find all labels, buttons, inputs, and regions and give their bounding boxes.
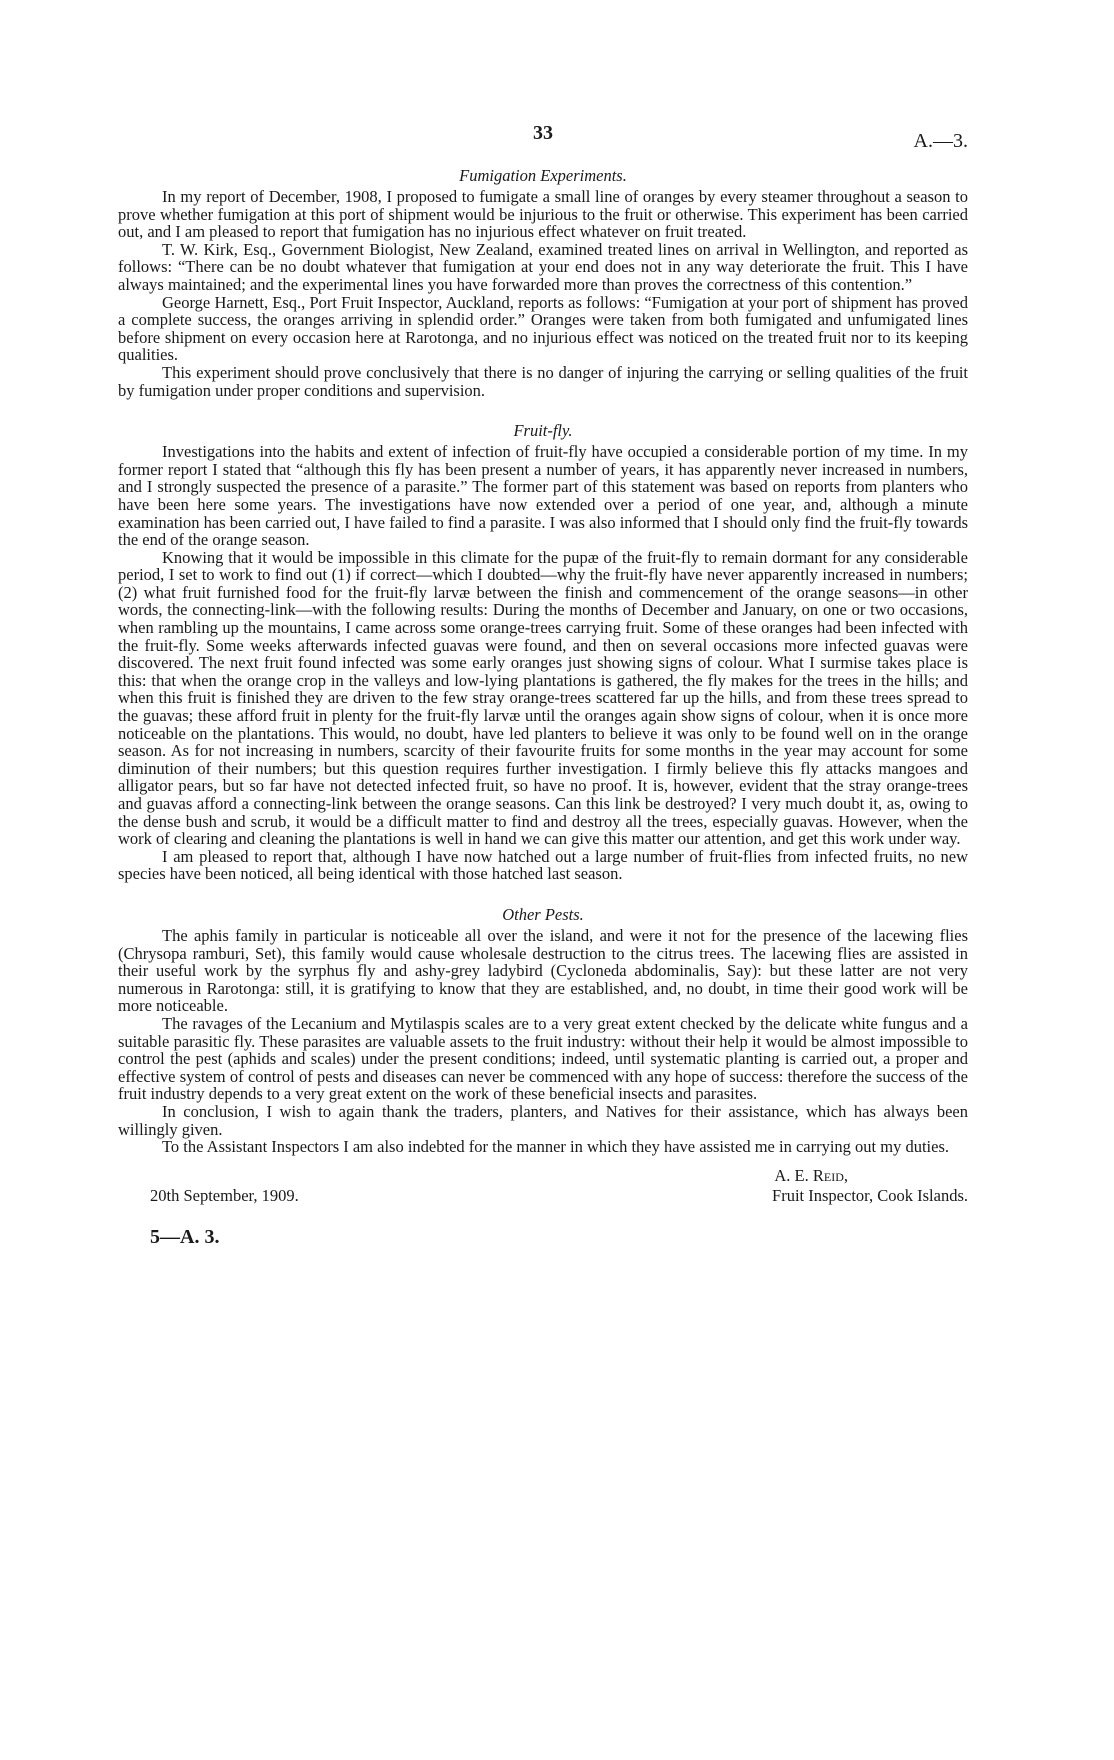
page-number: 33: [533, 122, 553, 144]
paragraph: Knowing that it would be impossible in this climate for the pupæ of the fruit-fly to remain dormant for any considerable period, I set to work to find out (1) if correct—which I doubted—why the fruit-fly have never apparently increased in numbers; (2) what fruit furnished food for the fruit-fly larvæ between the finish and commencement of the orange seasons—in other words, the connecting-link—with the following results: During the months of December and January, on one or two occasions, when rambling up the mountains, I came across some orange-trees carrying fruit. Some of these oranges had been infected with the fruit-fly. Some weeks afterwards infected guavas were found, and then on several occasions more infected guavas were discovered. The next fruit found infected was some early oranges just showing signs of colour. What I surmise takes place is this: that when the orange crop in the valleys and low-lying plantations is gathered, the fly makes for the trees in the hills; and when this fruit is finished they are driven to the few stray orange-trees scattered far up the hills, and from these trees spread to the guavas; these afford fruit in plenty for the fruit-fly larvæ until the oranges again show signs of colour, when it is once more noticeable on the plantations. This would, no doubt, have led planters to believe it was only to be found well on in the orange season. As for not increasing in numbers, scarcity of their favourite fruits for some months in the year may account for some diminution of their numbers; but this question requires further investigation. I firmly believe this fly attacks mangoes and alligator pears, but so far have not detected infected fruit, so have no proof. It is, however, evident that the stray orange-trees and guavas afford a connecting-link between the orange seasons. Can this link be destroyed? I very much doubt it, as, owing to the dense bush and scrub, it would be a difficult matter to find and destroy all the trees, especially guavas. However, when the work of clearing and cleaning the plantations is well in hand we can give this matter our attention, and get this work under way.: [118, 547, 968, 849]
paragraph: Investigations into the habits and extent of infection of fruit-fly have occupied a considerable portion of my time. In my former report I stated that “although this fly has been present a number of years, it has apparently never increased in numbers, and I strongly suspected the presence of a parasite.” The former part of this statement was based on reports from planters who have been here some years. The investigations have now extended over a period of one year, and, although a minute examination has been carried out, I have failed to find a parasite. I was also informed that I should only find the fruit-fly towards the end of the orange season.: [118, 442, 968, 550]
signatory-name: A. E. Reid,: [774, 1165, 848, 1185]
section-fumigation: [118, 166, 968, 399]
paragraph: To the Assistant Inspectors I am also indebted for the manner in which they have assisted me in carrying out my duties.: [162, 1137, 949, 1157]
section-fruit-fly: [118, 421, 968, 883]
paragraph: The ravages of the Lecanium and Mytilaspis scales are to a very great extent checked by the delicate white fungus and a suitable parasitic fly. These parasites are valuable assets to the fruit industry: without their help it would be almost impossible to control the pest (aphids and scales) under the present conditions; indeed, until systematic planting is carried out, a proper and effective system of control of pests and diseases can never be commenced with any hope of success: therefore the success of the fruit industry depends to a very great extent on the work of these beneficial insects and parasites.: [118, 1013, 968, 1104]
signatory-title: Fruit Inspector, Cook Islands.: [772, 1185, 968, 1205]
paragraph: The aphis family in particular is noticeable all over the island, and were it not for the presence of the lacewing flies (Chrysopa ramburi, Set), this family would cause wholesale destruction to the citrus trees. The lacewing flies are assisted in their useful work by the syrphus fly and ashy-grey ladybird (Cycloneda abdominalis, Say): but these latter are not very numerous in Rarotonga: still, it is gratifying to know that they are established, and, no doubt, in time their good work will be more noticeable.: [118, 925, 968, 1016]
paragraph: T. W. Kirk, Esq., Government Biologist, New Zealand, examined treated lines on arrival in Wellington, and reported as follows: “There can be no doubt whatever that fumigation at your end does not in any way deteriorate the fruit. This I have always maintained; and the experimental lines you have forwarded more than proves the correctness of this contention.”: [118, 239, 968, 294]
signature-block: [118, 1162, 968, 1212]
section-heading: Other Pests.: [502, 904, 584, 924]
document-page: [118, 118, 968, 1249]
paragraph: I am pleased to report that, although I have now hatched out a large number of fruit-flies from infected fruits, no new species have been noticed, all being identical with those hatched last season.: [118, 846, 968, 884]
report-date: 20th September, 1909.: [150, 1185, 299, 1205]
document-reference: A.—3.: [913, 130, 968, 152]
paragraph: George Harnett, Esq., Port Fruit Inspector, Auckland, reports as follows: “Fumigation at your port of shipment has proved a complete success, the oranges arriving in splendid order.” Oranges were taken from both fumigated and unfumigated lines before shipment on every occasion here at Rarotonga, and no injurious effect was noticed on the treated fruit nor to its keeping qualities.: [118, 292, 968, 365]
paragraph: This experiment should prove conclusively that there is no danger of injuring the carrying or selling qualities of the fruit by fumigation under proper conditions and supervision.: [118, 362, 968, 400]
paragraph: In my report of December, 1908, I proposed to fumigate a small line of oranges by every steamer throughout a season to prove whether fumigation at this port of shipment would be injurious to the fruit or otherwise. This experiment has been carried out, and I am pleased to report that fumigation has no injurious effect whatever on fruit treated.: [118, 187, 968, 242]
page-header: [118, 118, 968, 158]
page-footer: 5—A. 3.: [150, 1225, 220, 1248]
section-other-pests: [118, 905, 968, 1156]
paragraph: In conclusion, I wish to again thank the traders, planters, and Natives for their assistance, which has always been willingly given.: [118, 1101, 968, 1139]
section-heading: Fruit-fly.: [513, 421, 573, 441]
section-heading: Fumigation Experiments.: [459, 166, 627, 185]
